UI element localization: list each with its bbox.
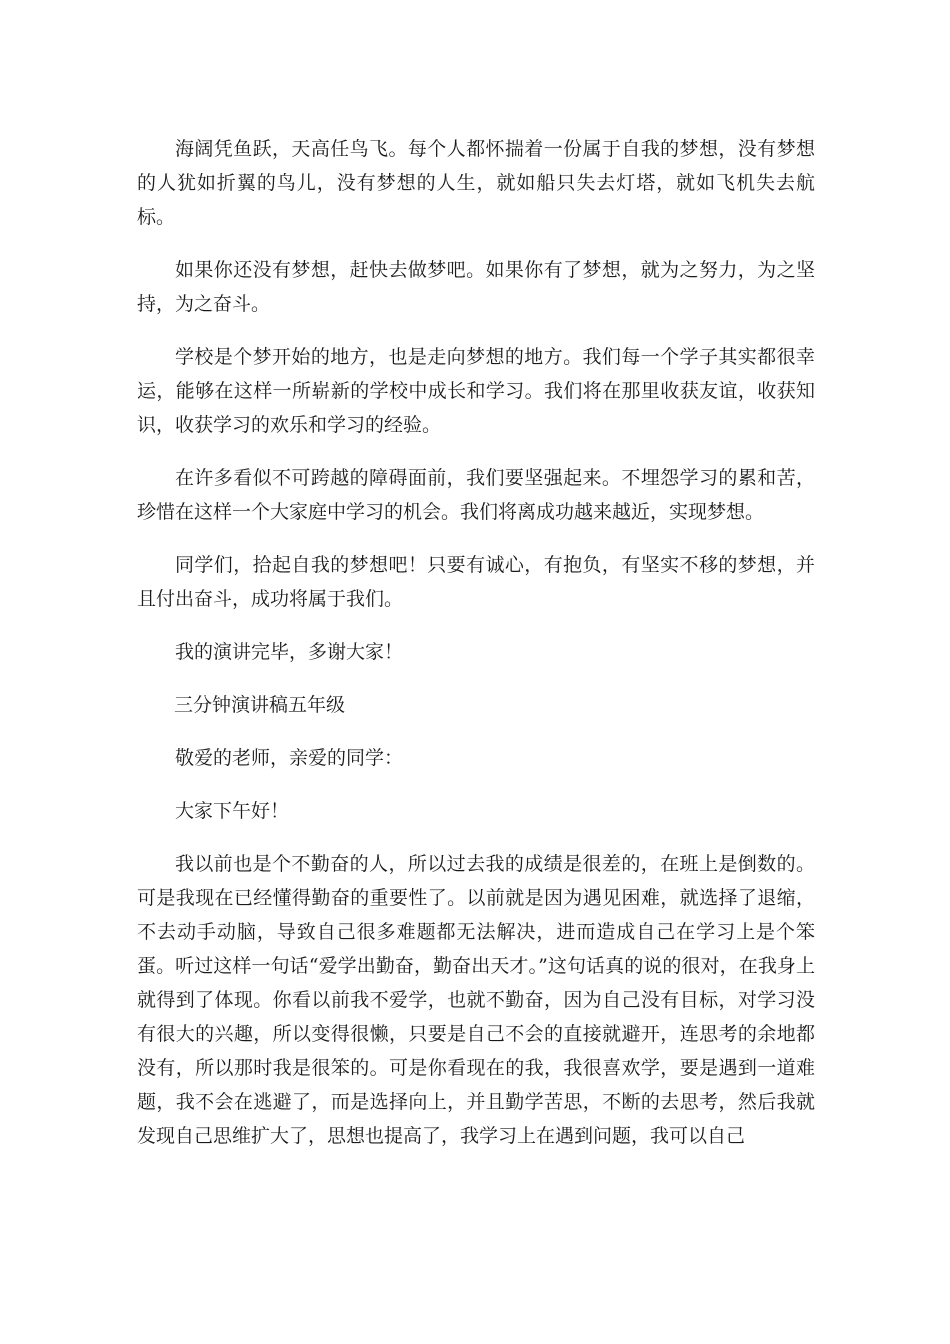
paragraph-greeting: 大家下午好！ bbox=[175, 800, 290, 822]
paragraph-dream-encourage: 如果你还没有梦想，赶快去做梦吧。如果你有了梦想，就为之努力，为之坚持，为之奋斗。 bbox=[137, 259, 815, 315]
paragraph-closing: 我的演讲完毕，多谢大家！ bbox=[175, 641, 404, 663]
paragraph-school: 学校是个梦开始的地方，也是走向梦想的地方。我们每一个学子其实都很幸运，能够在这样一所崭新的学校中成长和学习。我们将在那里收获友谊，收获知识，收获学习的欢乐和学习的经验。 bbox=[137, 346, 815, 436]
paragraph-dream-intro: 海阔凭鱼跃，天高任鸟飞。每个人都怀揣着一份属于自我的梦想，没有梦想的人犹如折翼的鸟儿，没有梦想的人生，就如船只失去灯塔，就如飞机失去航标。 bbox=[137, 138, 815, 228]
paragraph-call-to-action: 同学们，拾起自我的梦想吧！只要有诚心，有抱负，有坚实不移的梦想，并且付出奋斗，成功将属于我们。 bbox=[137, 554, 815, 610]
paragraph-obstacles: 在许多看似不可跨越的障碍面前，我们要坚强起来。不埋怨学习的累和苦，珍惜在这样一个大家庭中学习的机会。我们将离成功越来越近，实现梦想。 bbox=[137, 467, 815, 523]
paragraph-diligence: 我以前也是个不勤奋的人，所以过去我的成绩是很差的，在班上是倒数的。可是我现在已经懂得勤奋的重要性了。以前就是因为遇见困难，就选择了退缩，不去动手动脑，导致自己很多难题都无法解决，进而造成自己在学习上是个笨蛋。听过这样一句话“爱学出勤奋，勤奋出天才。”这句话真的说的很对，在我身上就得到了体现。你看以前我不爱学，也就不勤奋，因为自己没有目标，对学习没有很大的兴趣，所以变得很懒，只要是自己不会的直接就避开，连思考的余地都没有，所以那时我是很笨的。可是你看现在的我，我很喜欢学，要是遇到一道难题，我不会在逃避了，而是选择向上，并且勤学苦思，不断的去思考，然后我就发现自己思维扩大了，思想也提高了，我学习上在遇到问题，我可以自己 bbox=[137, 853, 815, 1147]
document-body bbox=[137, 132, 815, 1172]
paragraph-salutation: 敬爱的老师，亲爱的同学： bbox=[175, 747, 404, 769]
section-title: 三分钟演讲稿五年级 bbox=[174, 694, 346, 716]
